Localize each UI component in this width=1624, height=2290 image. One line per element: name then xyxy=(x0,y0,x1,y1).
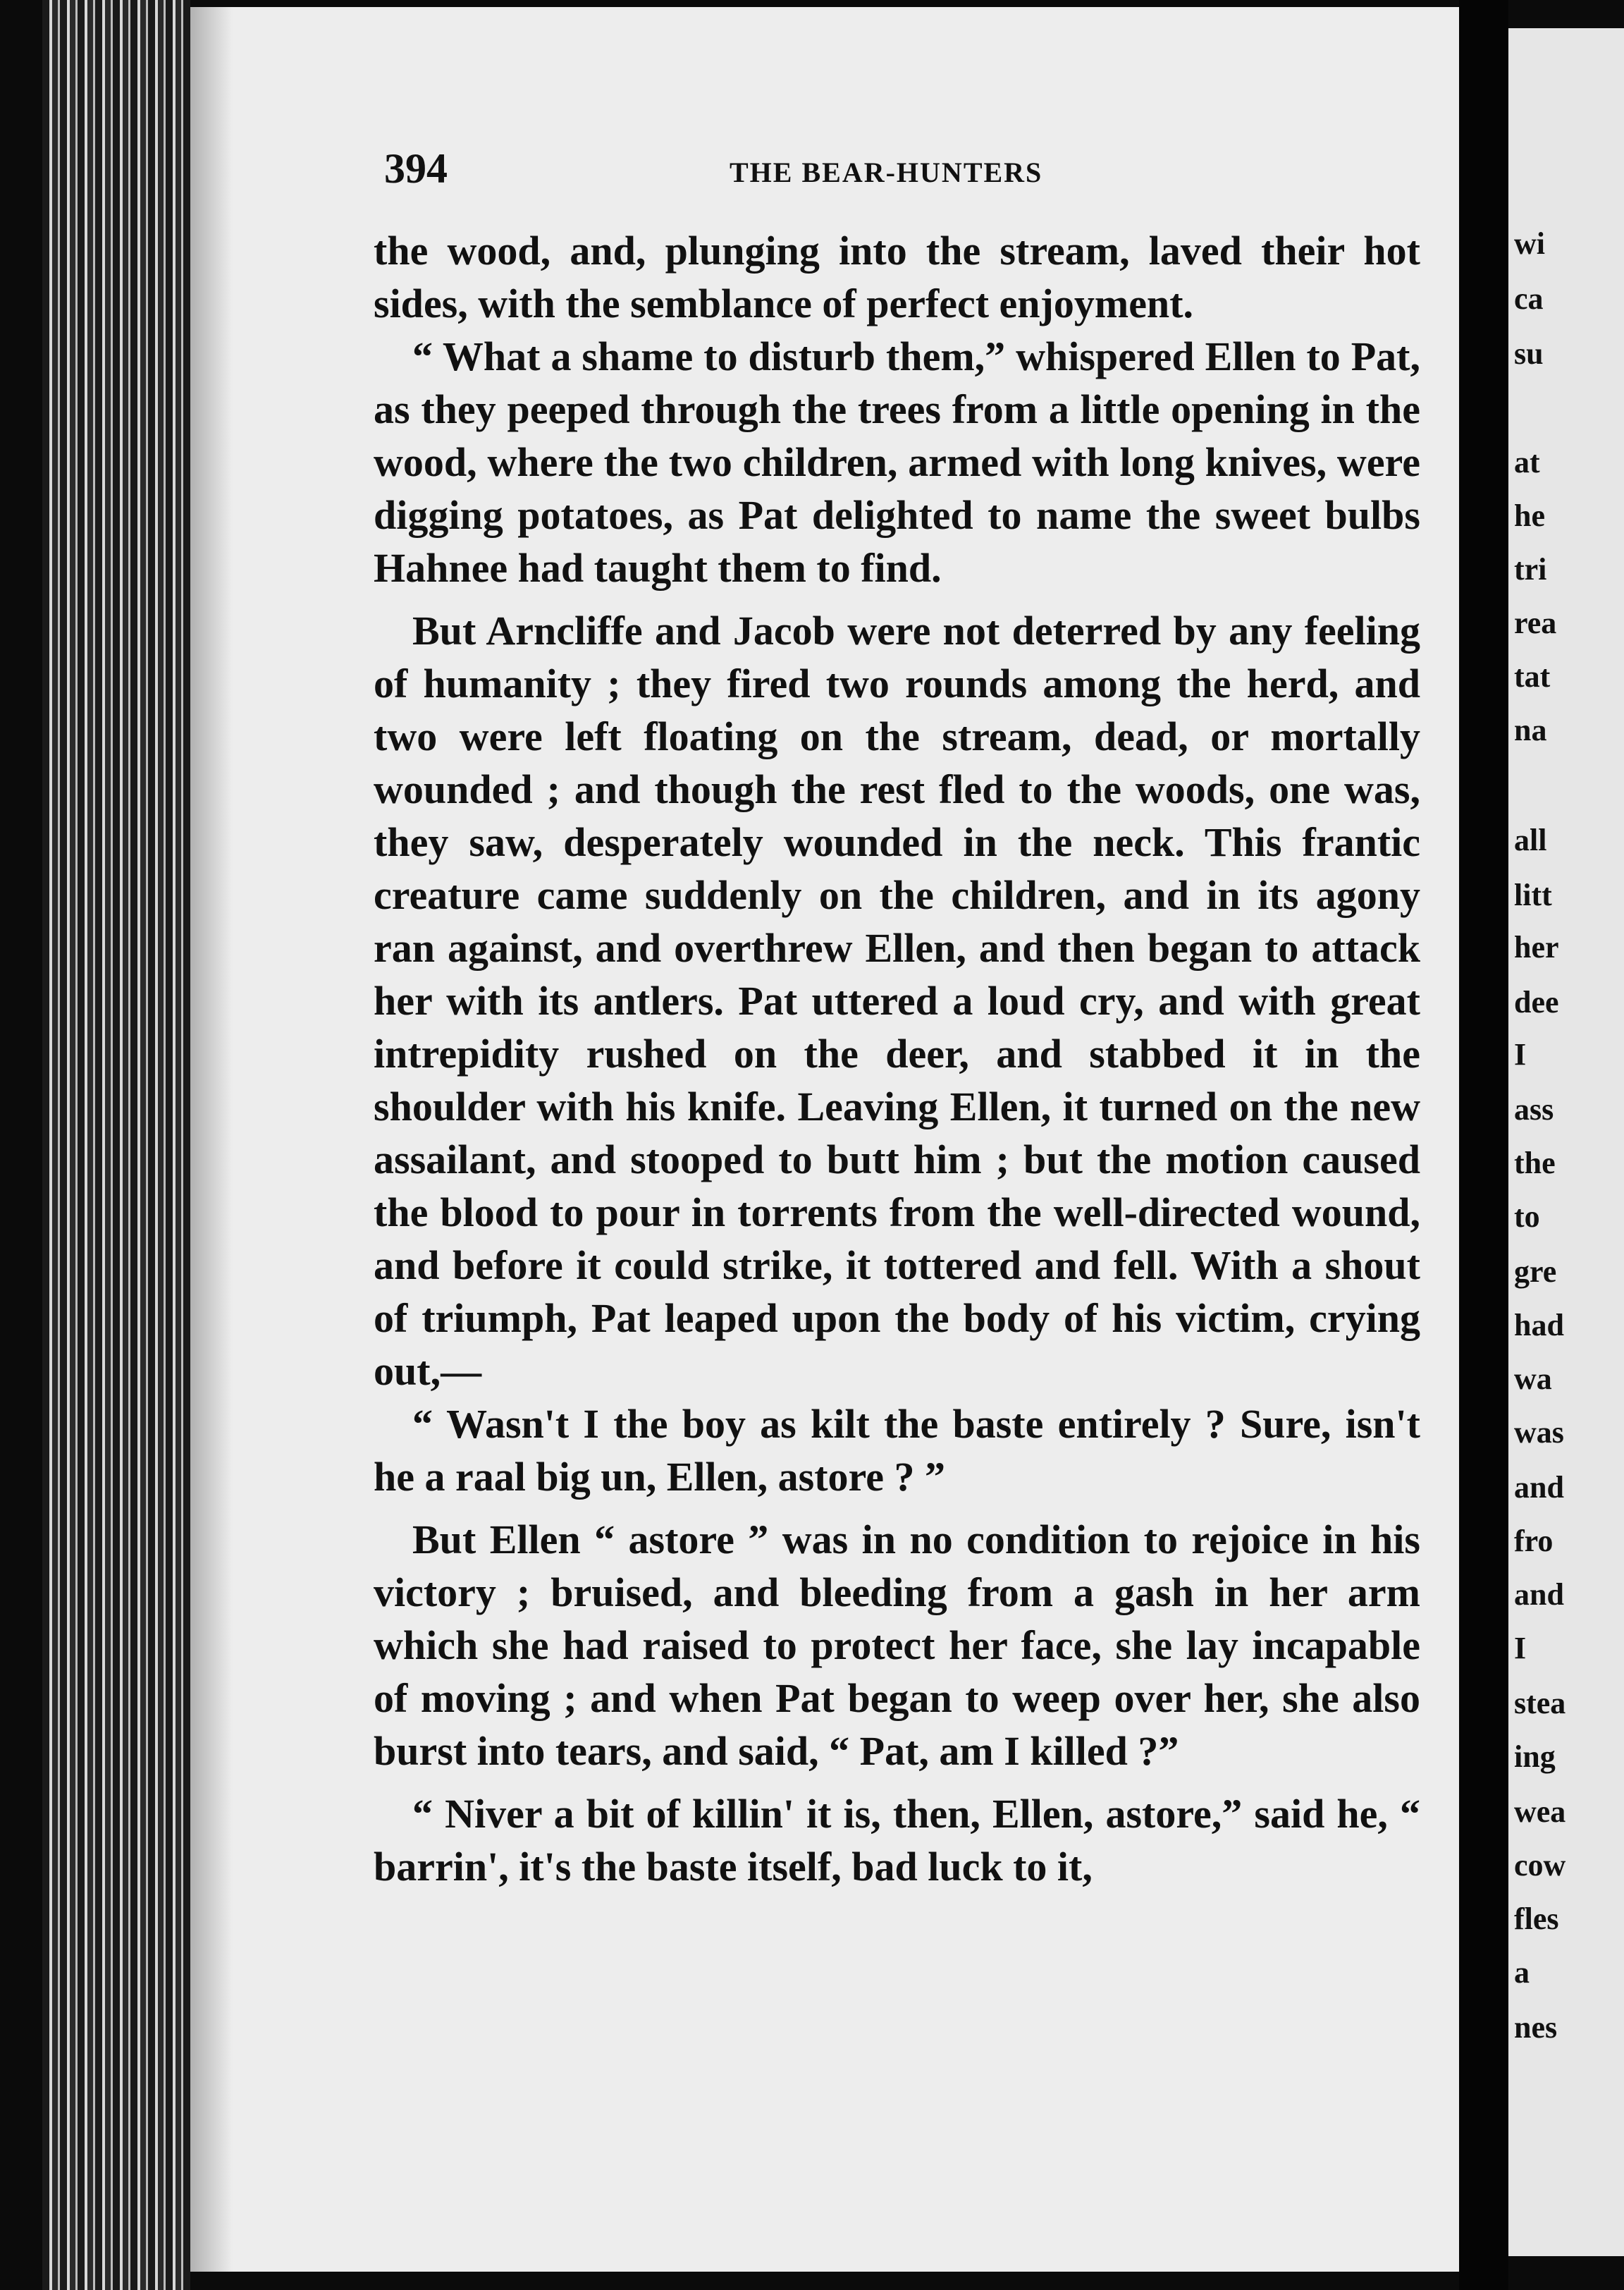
facing-page-text-fragment: wea xyxy=(1514,1794,1566,1829)
facing-page-text-fragment: wa xyxy=(1514,1361,1552,1396)
page-shadow xyxy=(190,7,233,2272)
facing-page-text-fragment: fles xyxy=(1514,1902,1559,1936)
facing-page-text-fragment: I xyxy=(1514,1631,1527,1665)
facing-page-text-fragment: wi xyxy=(1514,226,1545,261)
facing-page-text-fragment: stea xyxy=(1514,1686,1566,1720)
facing-page-text-fragment: at xyxy=(1514,445,1540,479)
facing-page-text-fragment: to xyxy=(1514,1199,1540,1234)
page-number: 394 xyxy=(384,145,448,192)
facing-page-text-fragment: fro xyxy=(1514,1524,1554,1558)
facing-page-text-fragment: her xyxy=(1514,930,1559,965)
paragraph: “ Niver a bit of killin' it is, then, Ellen, astore,” said he, “ barrin', it's the baste itself, bad luck to it, xyxy=(374,1791,1420,1890)
facing-page-text-fragment: a xyxy=(1514,1955,1530,1990)
facing-page-text-fragment: ca xyxy=(1514,281,1544,316)
facing-page-text-fragment: su xyxy=(1514,336,1544,371)
facing-page-text-fragment: the xyxy=(1514,1146,1556,1180)
page-header xyxy=(384,145,1420,194)
facing-page-text-fragment: na xyxy=(1514,713,1547,747)
facing-page-text-fragment: and xyxy=(1514,1577,1564,1612)
facing-page-text-fragment: tri xyxy=(1514,552,1547,587)
facing-page-fragment xyxy=(1508,28,1624,2256)
paragraph: the wood, and, plunging into the stream, laved their hot sides, with the semblance of perfect enjoyment. xyxy=(374,228,1420,326)
facing-page-text-fragment: cow xyxy=(1514,1848,1566,1882)
facing-page-text-fragment: rea xyxy=(1514,606,1557,640)
facing-page-text-fragment: and xyxy=(1514,1470,1564,1505)
facing-page-text-fragment: gre xyxy=(1514,1254,1557,1289)
facing-page-text-fragment: nes xyxy=(1514,2010,1558,2045)
paragraph: But Arncliffe and Jacob were not deterred by any feeling of humanity ; they fired two rounds among the herd, and two were left floating on the stream, dead, or mortally wounded ; and though the rest fled to the woods, one was, they saw, desperately wounded in the neck. This frantic creature came suddenly on the children, and in its agony ran against, and overthrew Ellen, and then began to attack her with its antlers. Pat uttered a loud cry, and with great intrepidity rushed on the deer, and stabbed it in the shoulder with his knife. Leaving Ellen, it turned on the new assailant, and stooped to butt him ; but the motion caused the blood to pour in torrents from the well-directed wound, and before it could strike, it tottered and fell. With a shout of triumph, Pat leaped upon the body of his victim, crying out,— xyxy=(374,608,1420,1394)
running-head: THE BEAR-HUNTERS xyxy=(730,157,1043,188)
body-text xyxy=(374,224,1420,1893)
facing-page-text-fragment: he xyxy=(1514,498,1545,533)
facing-page-text-fragment: was xyxy=(1514,1415,1564,1450)
facing-page-text-fragment: ing xyxy=(1514,1739,1556,1774)
facing-page-text-fragment: dee xyxy=(1514,985,1559,1020)
facing-page-text-fragment: litt xyxy=(1514,878,1552,912)
facing-page-text-fragment: ass xyxy=(1514,1092,1554,1127)
facing-page-text-fragment: had xyxy=(1514,1308,1564,1342)
paragraph: “ Wasn't I the boy as kilt the baste entirely ? Sure, isn't he a raal big un, Ellen, astore ? ” xyxy=(374,1401,1420,1500)
book-gutter xyxy=(1459,0,1508,2290)
facing-page-text-fragment: all xyxy=(1514,823,1547,857)
facing-page-text-fragment: I xyxy=(1514,1037,1527,1072)
paragraph: “ What a shame to disturb them,” whispered Ellen to Pat, as they peeped through the trees from a little opening in the wood, where the two children, armed with long knives, were digging potatoes, as Pat delighted to name the sweet bulbs Hahnee had taught them to find. xyxy=(374,333,1420,591)
book-page-edges xyxy=(42,0,190,2290)
facing-page-text-fragment: tat xyxy=(1514,659,1551,694)
paragraph: But Ellen “ astore ” was in no condition to rejoice in his victory ; bruised, and bleeding from a gash in her arm which she had raised to protect her face, she lay incapable of moving ; and when Pat began to weep over her, she also burst into tears, and said, “ Pat, am I killed ?” xyxy=(374,1517,1420,1774)
